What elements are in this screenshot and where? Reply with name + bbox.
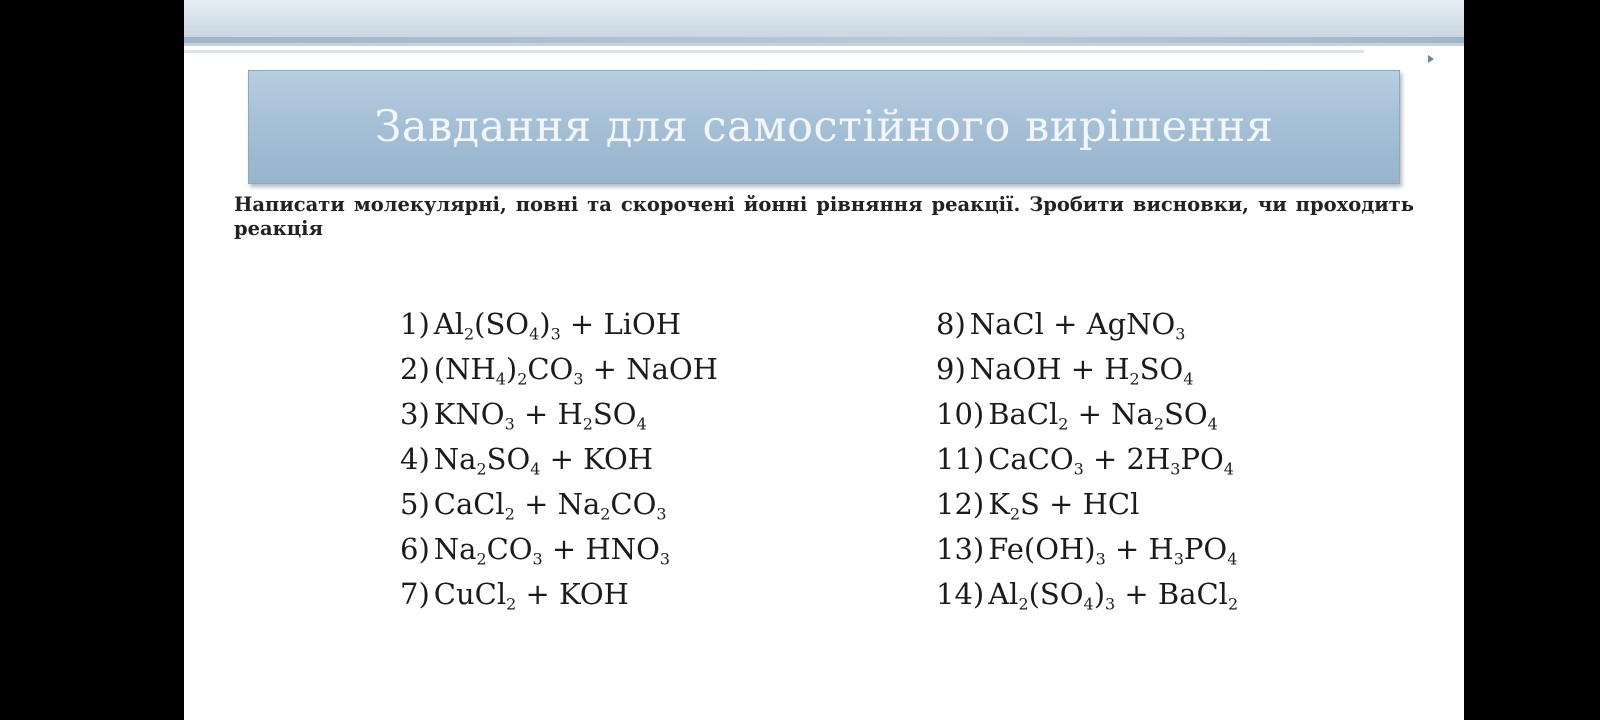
reaction-number: 11) — [936, 442, 985, 476]
formula-subscript: 3 — [573, 369, 584, 389]
formula-text: (SO — [474, 307, 530, 341]
formula-subscript: 3 — [1073, 459, 1084, 479]
formula-text: + LiOH — [560, 307, 682, 341]
reaction-item — [400, 392, 718, 437]
formula-text: CuCl — [433, 577, 507, 611]
formula-subscript: 3 — [504, 414, 515, 434]
reaction-item — [400, 302, 718, 347]
slide — [184, 0, 1464, 720]
formula-subscript: 2 — [463, 324, 475, 344]
slide-top-thin-line — [184, 50, 1364, 53]
formula-subscript: 2 — [582, 414, 593, 434]
formula-text: Al — [988, 577, 1019, 611]
formula-text: SO — [1163, 397, 1208, 431]
formula-subscript: 2 — [476, 549, 487, 569]
formula-subscript: 4 — [1083, 594, 1094, 614]
reaction-number: 12) — [936, 487, 985, 521]
formula-subscript: 2 — [504, 504, 515, 524]
formula-subscript: 4 — [1183, 369, 1194, 389]
formula-text: + 2H — [1083, 442, 1171, 476]
formula-text: S + HCl — [1020, 487, 1140, 521]
formula-text: (NH — [433, 352, 496, 386]
reaction-number: 9) — [936, 352, 966, 386]
formula-subscript: 3 — [659, 549, 671, 569]
formula-subscript: 3 — [550, 324, 561, 344]
formula-subscript: 4 — [1223, 459, 1234, 479]
formula-text: SO — [486, 442, 531, 476]
formula-subscript: 2 — [600, 504, 611, 524]
formula-text: BaCl — [988, 397, 1059, 431]
reaction-item — [936, 527, 1238, 572]
formula-subscript: 2 — [517, 369, 528, 389]
reaction-item — [936, 482, 1238, 527]
formula-text: (SO — [1028, 577, 1084, 611]
formula-text: + KOH — [540, 442, 654, 476]
formula-text: PO — [1180, 442, 1224, 476]
formula-text: CaCl — [433, 487, 505, 521]
formula-subscript: 4 — [636, 414, 647, 434]
formula-text: CO — [610, 487, 657, 521]
reaction-number: 13) — [936, 532, 985, 566]
formula-text: ) — [539, 307, 551, 341]
reaction-number: 10) — [936, 397, 985, 431]
reaction-item — [400, 482, 718, 527]
formula-subscript: 3 — [1105, 594, 1116, 614]
reaction-item — [400, 347, 718, 392]
reaction-number: 5) — [400, 487, 430, 521]
reaction-number: 1) — [400, 307, 430, 341]
formula-text: + H — [1105, 532, 1174, 566]
reaction-number: 3) — [400, 397, 430, 431]
slide-title-box — [248, 70, 1400, 184]
task-instruction: Написати молекулярні, повні та скорочені йонні рівняння реакції. Зробити висновки, чи проходить реакція — [234, 193, 1414, 240]
formula-subscript: 3 — [656, 504, 667, 524]
formula-text: SO — [592, 397, 637, 431]
reaction-number: 8) — [936, 307, 966, 341]
reaction-item — [936, 392, 1238, 437]
formula-subscript: 2 — [1129, 369, 1140, 389]
formula-subscript: 3 — [1095, 549, 1106, 569]
formula-text: + Na — [514, 487, 601, 521]
formula-text: CaCO — [988, 442, 1074, 476]
formula-text: SO — [1139, 352, 1184, 386]
reaction-number: 7) — [400, 577, 430, 611]
formula-subscript: 4 — [495, 369, 506, 389]
formula-subscript: 2 — [1018, 594, 1029, 614]
formula-text: Na — [433, 442, 477, 476]
reaction-item — [936, 437, 1238, 482]
formula-text: + NaOH — [583, 352, 718, 386]
reaction-number: 4) — [400, 442, 430, 476]
formula-subscript: 4 — [530, 459, 541, 479]
formula-text: NaCl + AgNO — [969, 307, 1176, 341]
slide-title: Завдання для самостійного вирішення — [374, 102, 1274, 152]
formula-text: PO — [1183, 532, 1228, 566]
formula-text: + HNO — [542, 532, 660, 566]
formula-text: + H — [514, 397, 583, 431]
formula-subscript: 2 — [1058, 414, 1069, 434]
reaction-number: 2) — [400, 352, 430, 386]
reaction-item — [936, 347, 1238, 392]
reactions-left-column — [400, 302, 718, 617]
formula-subscript: 2 — [476, 459, 487, 479]
formula-text: ) — [1093, 577, 1106, 611]
formula-text: Fe(OH) — [988, 532, 1096, 566]
formula-subscript: 4 — [529, 324, 540, 344]
reactions-right-column — [936, 302, 1238, 617]
formula-text: + BaCl — [1115, 577, 1228, 611]
formula-text: ) — [505, 352, 518, 386]
reaction-item — [936, 572, 1238, 617]
formula-text: + KOH — [516, 577, 629, 611]
formula-subscript: 2 — [1227, 594, 1239, 614]
play-arrow-icon — [1428, 55, 1434, 63]
formula-text: Al — [433, 307, 464, 341]
reaction-number: 14) — [936, 577, 985, 611]
formula-text: K — [988, 487, 1010, 521]
reaction-item — [400, 437, 718, 482]
formula-text: + Na — [1068, 397, 1154, 431]
reaction-item — [400, 572, 718, 617]
formula-text: CO — [527, 352, 574, 386]
formula-text: Na — [433, 532, 477, 566]
formula-subscript: 3 — [1170, 459, 1181, 479]
formula-subscript: 2 — [1009, 504, 1021, 524]
formula-subscript: 2 — [1153, 414, 1164, 434]
formula-subscript: 3 — [532, 549, 543, 569]
slide-top-stripe — [184, 37, 1464, 43]
formula-text: KNO — [433, 397, 505, 431]
reaction-item — [400, 527, 718, 572]
formula-subscript: 2 — [506, 594, 517, 614]
formula-subscript: 3 — [1173, 549, 1184, 569]
reaction-item — [936, 302, 1238, 347]
formula-subscript: 4 — [1207, 414, 1218, 434]
reaction-number: 6) — [400, 532, 430, 566]
formula-subscript: 3 — [1175, 324, 1186, 344]
formula-text: CO — [486, 532, 533, 566]
formula-text: NaOH + H — [969, 352, 1130, 386]
formula-subscript: 4 — [1227, 549, 1238, 569]
